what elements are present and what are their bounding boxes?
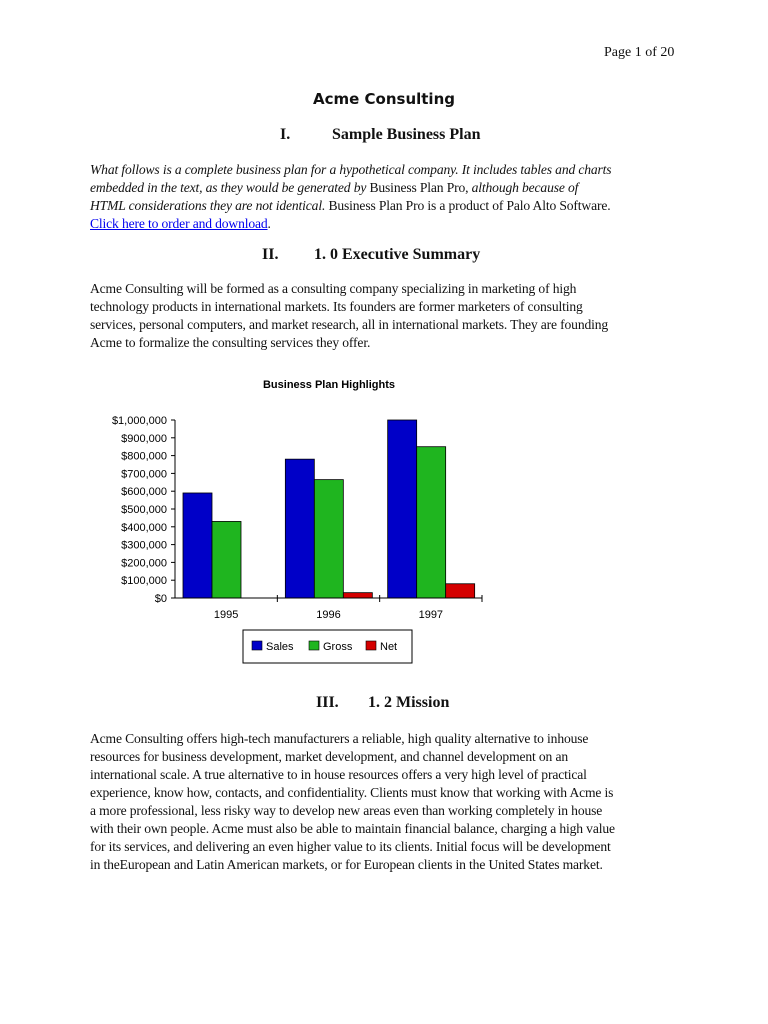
- legend-label-gross: Gross: [323, 641, 353, 653]
- text-line: international scale. A true alternative to in house resources offers a very high level of practical: [90, 767, 587, 782]
- section-title: 1. 2 Mission: [368, 694, 450, 711]
- chart-title: Business Plan Highlights: [262, 379, 396, 391]
- legend-label-net: Net: [380, 641, 398, 653]
- intro-text: although because of: [468, 180, 579, 195]
- y-tick-label: $700,000: [121, 468, 167, 481]
- intro-text: HTML considerations they are not identical.: [90, 198, 326, 213]
- legend-label-sales: Sales: [266, 641, 294, 653]
- text-line: services, personal computers, and market research, all in international markets. They are founding: [90, 317, 609, 332]
- y-tick-label: $800,000: [121, 450, 167, 463]
- text-line: in theEuropean and Latin American markets, or for European clients in the United States market.: [90, 857, 603, 872]
- text-line: Acme Consulting will be formed as a consulting company specializing in marketing of high: [90, 281, 577, 296]
- y-tick-label: $500,000: [121, 504, 167, 516]
- text-line: for its services, and delivering an even higher value to its clients. Initial focus will be development: [90, 839, 611, 854]
- intro-text: Business Plan Pro is a product of Palo Alto Software.: [325, 198, 611, 213]
- bar-sales-1995: [183, 493, 212, 598]
- section-number: I.: [280, 126, 291, 143]
- chart-legend: [243, 630, 412, 663]
- bar-sales-1996: [285, 459, 314, 598]
- order-download-link[interactable]: Click here to order and download: [90, 216, 268, 231]
- text-line: with their own people. Acme must also be able to maintain financial balance, charging a high value: [90, 821, 615, 836]
- y-tick-label: $300,000: [121, 539, 167, 552]
- y-tick-label: $200,000: [121, 557, 167, 570]
- mission-paragraph: [90, 730, 690, 874]
- y-tick-label: $900,000: [121, 432, 167, 445]
- legend-swatch-gross: [309, 641, 319, 650]
- y-tick-label: $0: [154, 593, 167, 605]
- bar-sales-1997: [388, 420, 417, 598]
- text-line: technology products in international markets. Its founders are former marketers of consulting: [90, 299, 583, 314]
- text-line: Acme to formalize the consulting services they offer.: [90, 335, 371, 350]
- text-line: experience, know how, contacts, and confidentiality. Clients must know that working with Acme is: [90, 785, 614, 800]
- text-line: a more professional, less risky way to develop new areas even than working completely in house: [90, 803, 603, 818]
- section-title: 1. 0 Executive Summary: [314, 246, 481, 263]
- intro-paragraph: [90, 161, 690, 233]
- section-heading-3: [316, 694, 449, 712]
- link-period: .: [267, 216, 271, 231]
- x-tick-label: 1995: [213, 609, 239, 621]
- x-tick-label: 1996: [316, 609, 341, 621]
- page-number: Page 1 of 20: [604, 45, 675, 60]
- y-tick-label: $1,000,000: [111, 415, 167, 427]
- section-heading-2: [262, 246, 480, 264]
- section-title: Sample Business Plan: [332, 126, 481, 143]
- text-line: Acme Consulting offers high-tech manufacturers a reliable, high quality alternative to inhouse: [90, 731, 589, 746]
- intro-text: embedded in the text, as they would be generated by: [90, 180, 367, 195]
- section-heading-1: [280, 126, 480, 144]
- section-number: II.: [262, 246, 279, 263]
- y-tick-label: $100,000: [121, 575, 167, 588]
- y-tick-label: $400,000: [121, 521, 167, 534]
- legend-swatch-sales: [252, 641, 262, 650]
- bar-gross-1996: [314, 480, 343, 598]
- intro-text: What follows is a complete business plan for a hypothetical company. It includes tables and charts: [90, 162, 612, 177]
- legend-swatch-net: [366, 641, 376, 650]
- business-plan-highlights-chart: [0, 360, 768, 680]
- bar-net-1997: [446, 584, 475, 598]
- x-tick-label: 1997: [418, 609, 444, 621]
- intro-text: Business Plan Pro,: [366, 180, 469, 195]
- executive-summary-paragraph: [90, 280, 690, 352]
- bar-gross-1997: [417, 447, 446, 598]
- bar-gross-1995: [212, 521, 241, 598]
- text-line: resources for business development, market development, and channel development on an: [90, 749, 568, 764]
- bar-net-1996: [343, 593, 372, 598]
- document-title: Acme Consulting: [313, 90, 455, 108]
- section-number: III.: [316, 694, 339, 711]
- y-tick-label: $600,000: [121, 486, 167, 499]
